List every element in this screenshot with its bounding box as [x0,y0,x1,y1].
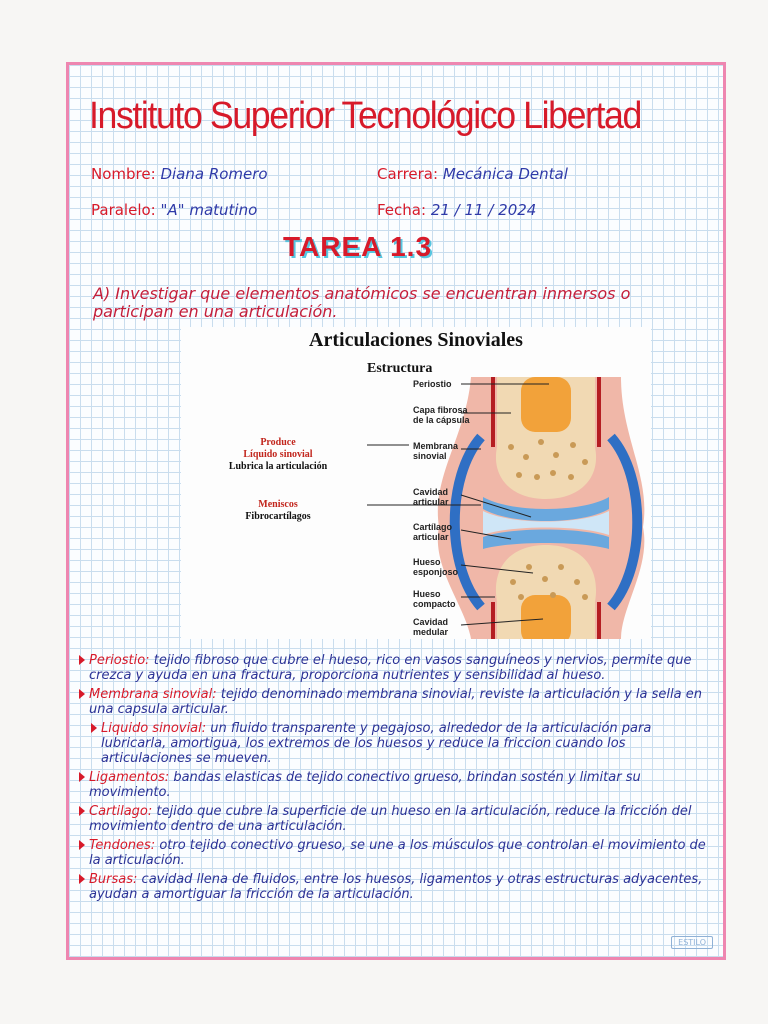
produce-label: Produce [260,437,296,448]
paralelo-line [91,201,257,219]
label-membrana-sinovial: Membrana sinovial [413,441,459,461]
label-cartilago-articular: Cartílago articular [413,522,453,542]
carrera-label: Carrera: [377,165,439,183]
upper-medullary-cavity [521,377,571,432]
bullet-marker [91,723,97,733]
note-term: Liquido sinovial: [101,721,207,736]
figure-title: Articulaciones Sinoviales [309,329,523,351]
bullet-marker [79,772,85,782]
fecha-line [377,201,536,219]
note-term: Periostio: [89,653,150,668]
paralelo-label: Paralelo: [91,201,156,219]
note-cartilago [79,804,719,834]
note-term: Bursas: [89,872,138,887]
nombre-label: Nombre: [91,165,156,183]
note-term: Ligamentos: [89,770,170,785]
notes-list [79,653,719,906]
figure-subtitle: Estructura [367,361,433,376]
bullet-marker [79,840,85,850]
label-periostio: Periostio [413,379,452,389]
meniscos-note [181,499,375,523]
paralelo-value: "A" matutino [160,201,258,219]
note-periostio [79,653,719,683]
notebook-page [66,62,726,960]
label-cavidad-articular: Cavidad articular [413,487,449,507]
label-cavidad-medular: Cavidad medular [413,617,449,637]
fecha-value: 21 / 11 / 2024 [430,201,537,219]
note-text: tejido denominado membrana sinovial, reviste la articulación y la sella en una capsula articular. [89,687,702,717]
lower-medullary-cavity [521,595,571,639]
produce-note [181,437,375,473]
synovial-joint-figure [181,327,651,639]
bullet-marker [79,806,85,816]
estilo-brand-logo: ESTILO [671,936,713,949]
bullet-marker [79,874,85,884]
nombre-value: Diana Romero [160,165,268,183]
note-membrana [79,687,719,717]
note-ligamentos [79,770,719,800]
label-hueso-compacto: Hueso compacto [413,589,456,609]
label-hueso-esponjoso: Hueso esponjoso [413,557,459,577]
question-text: A) Investigar que elementos anatómicos se encuentran inmersos o participan en una articulación. [93,284,631,321]
page-title: Instituto Superior Tecnológico Libertad [89,95,641,137]
fecha-label: Fecha: [377,201,427,219]
carrera-line [377,165,568,183]
note-term: Tendones: [89,838,156,853]
meniscos-label: Meniscos [258,499,298,510]
bullet-marker [79,655,85,665]
fibro-label: Fibrocartílagos [245,511,311,522]
bullet-marker [79,689,85,699]
note-text: tejido fibroso que cubre el hueso, rico en vasos sanguíneos y nervios, permite que crezca y ayuda en una fractura, proporciona nutrientes y sensibilidad al hueso. [89,653,692,683]
note-text: tejido que cubre la superficie de un hueso en la articulación, reduce la fricción del movimiento dentro de una articulación. [89,804,692,834]
lubrica-label: Lubrica la articulación [228,461,328,472]
liquido-label: Líquido sinovial [243,449,313,460]
nombre-line [91,165,268,183]
note-tendones [79,838,719,868]
note-text: un fluido transparente y pegajoso, alrededor de la articulación para lubricarla, amortigua, los extremos de los huesos y reduce la friccion cuando los articulaciones se mueven. [101,721,652,766]
note-term: Cartilago: [89,804,153,819]
label-capa-fibrosa: Capa fibrosa de la cápsula [413,405,470,425]
task-heading: TAREA 1.3 [283,231,433,262]
note-text: cavidad llena de fluidos, entre los huesos, ligamentos y otras estructuras adyacentes, ayudan a amortiguar la fricción de la articulación. [89,872,703,902]
note-text: bandas elasticas de tejido conectivo grueso, brindan sostén y limitar su movimiento. [89,770,641,800]
carrera-value: Mecánica Dental [442,165,568,183]
note-liquido [91,721,719,766]
note-text: otro tejido conectivo grueso, se une a los músculos que controlan el movimiento de la articulación. [89,838,706,868]
note-bursas [79,872,719,902]
note-term: Membrana sinovial: [89,687,217,702]
